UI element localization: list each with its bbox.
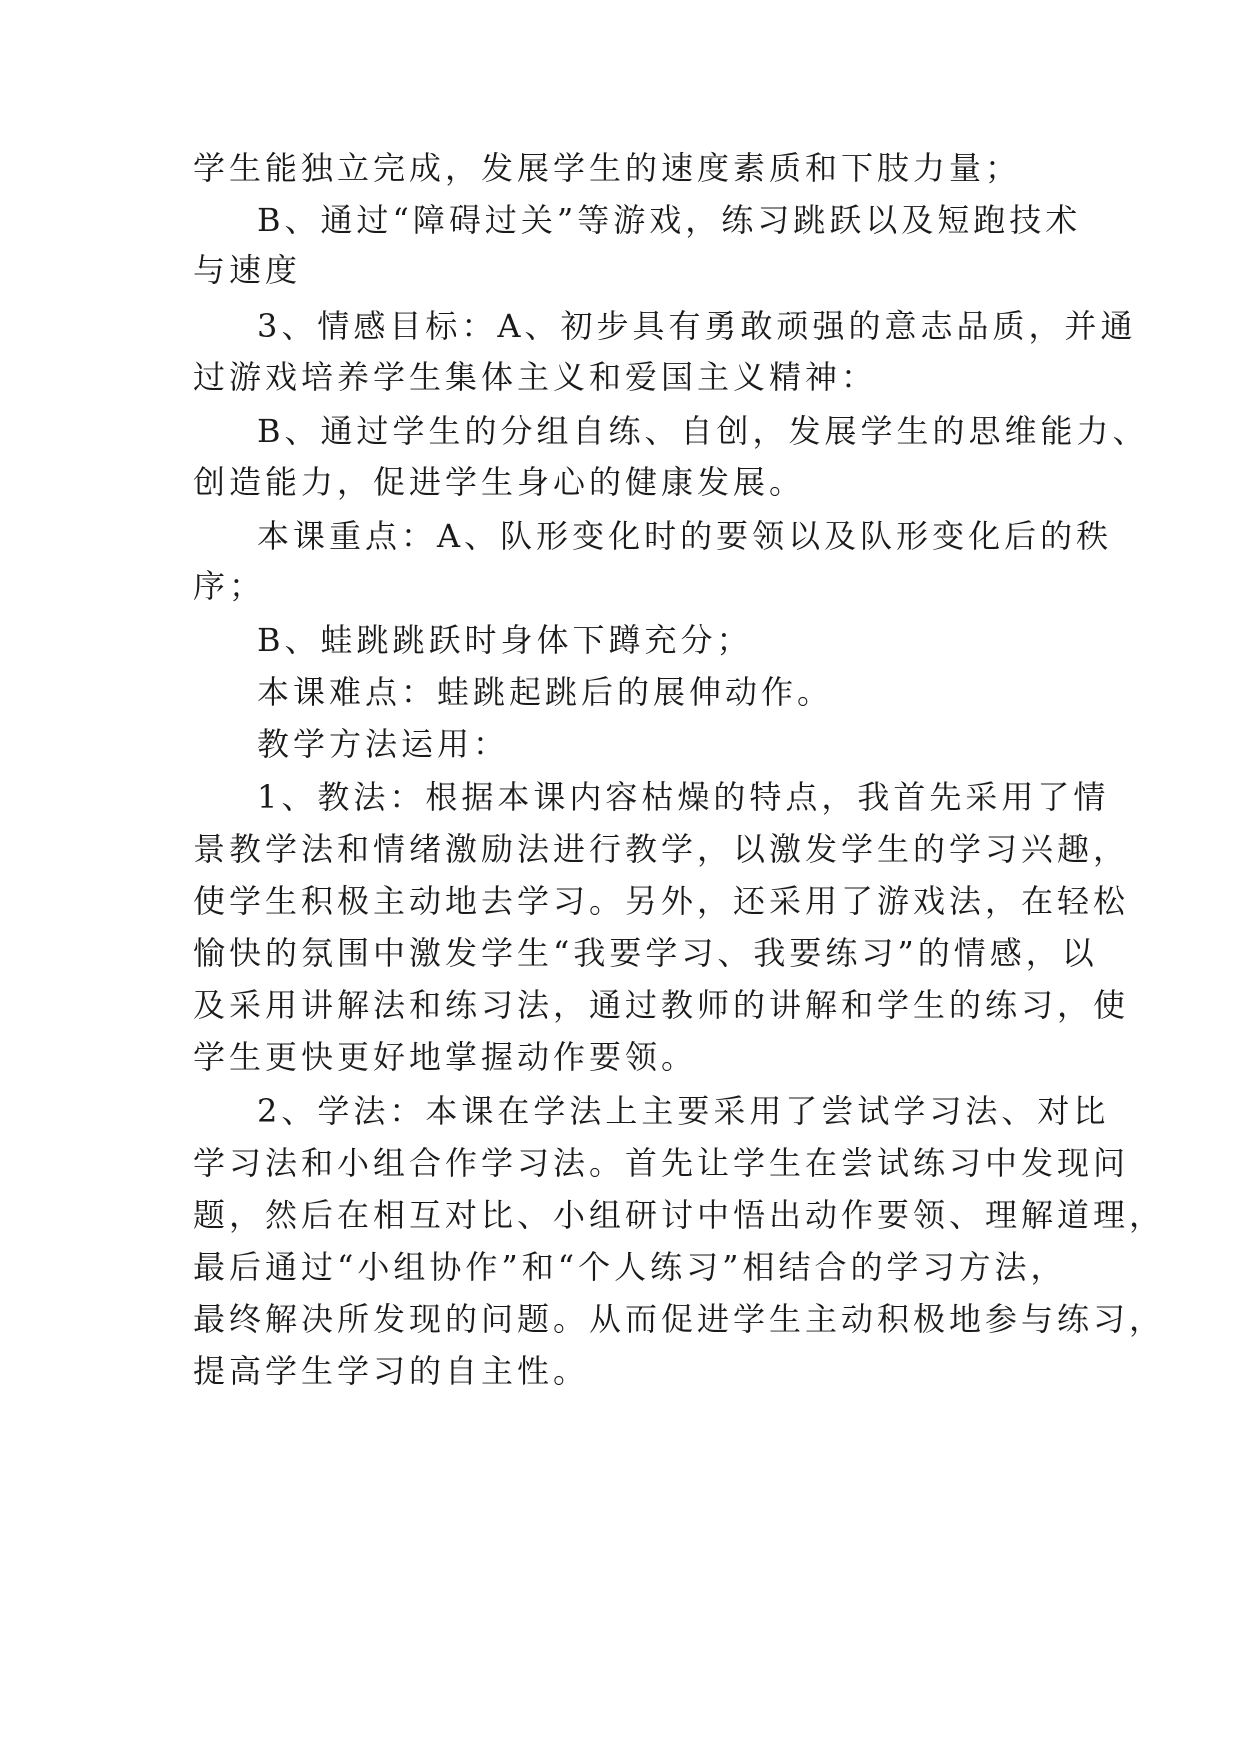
text-line: 序； <box>193 567 266 605</box>
text-line: 使学生积极主动地去学习。另外，还采用了游戏法，在轻松 <box>193 882 1130 920</box>
text-line: 教学方法运用： <box>257 725 510 763</box>
text-line: 提高学生学习的自主性。 <box>193 1352 590 1390</box>
text-line: 学生能独立完成，发展学生的速度素质和下肢力量； <box>193 149 1022 187</box>
text-line: 创造能力，促进学生身心的健康发展。 <box>193 463 806 501</box>
text-line: 本课难点：蛙跳起跳后的展伸动作。 <box>257 673 834 711</box>
text-line: B、蛙跳跳跃时身体下蹲充分； <box>257 621 753 659</box>
text-line: 1、教法：根据本课内容枯燥的特点，我首先采用了情 <box>257 778 1110 816</box>
text-line: B、通过“障碍过关”等游戏，练习跳跃以及短跑技术 <box>257 201 1082 239</box>
text-line: 景教学法和情绪激励法进行教学，以激发学生的学习兴趣， <box>193 830 1130 868</box>
text-line: 愉快的氛围中激发学生“我要学习、我要练习”的情感，以 <box>193 934 1098 972</box>
text-line: 学生更快更好地掌握动作要领。 <box>193 1038 698 1076</box>
text-line: 最后通过“小组协作”和“个人练习”相结合的学习方法， <box>193 1248 1067 1286</box>
text-line: 最终解决所发现的问题。从而促进学生主动积极地参与练习， <box>193 1300 1166 1338</box>
text-line: 本课重点：A、队形变化时的要领以及队形变化后的秩 <box>257 517 1113 555</box>
text-line: B、通过学生的分组自练、自创，发展学生的思维能力、 <box>257 412 1149 450</box>
text-line: 及采用讲解法和练习法，通过教师的讲解和学生的练习，使 <box>193 986 1130 1024</box>
text-line: 3、情感目标：A、初步具有勇敢顽强的意志品质，并通 <box>257 307 1137 345</box>
text-line: 学习法和小组合作学习法。首先让学生在尝试练习中发现问 <box>193 1144 1130 1182</box>
text-line: 与速度 <box>193 251 302 289</box>
text-line: 题，然后在相互对比、小组研讨中悟出动作要领、理解道理， <box>193 1196 1166 1234</box>
text-line: 2、学法：本课在学法上主要采用了尝试学习法、对比 <box>257 1092 1110 1130</box>
text-line: 过游戏培养学生集体主义和爱国主义精神： <box>193 358 878 396</box>
